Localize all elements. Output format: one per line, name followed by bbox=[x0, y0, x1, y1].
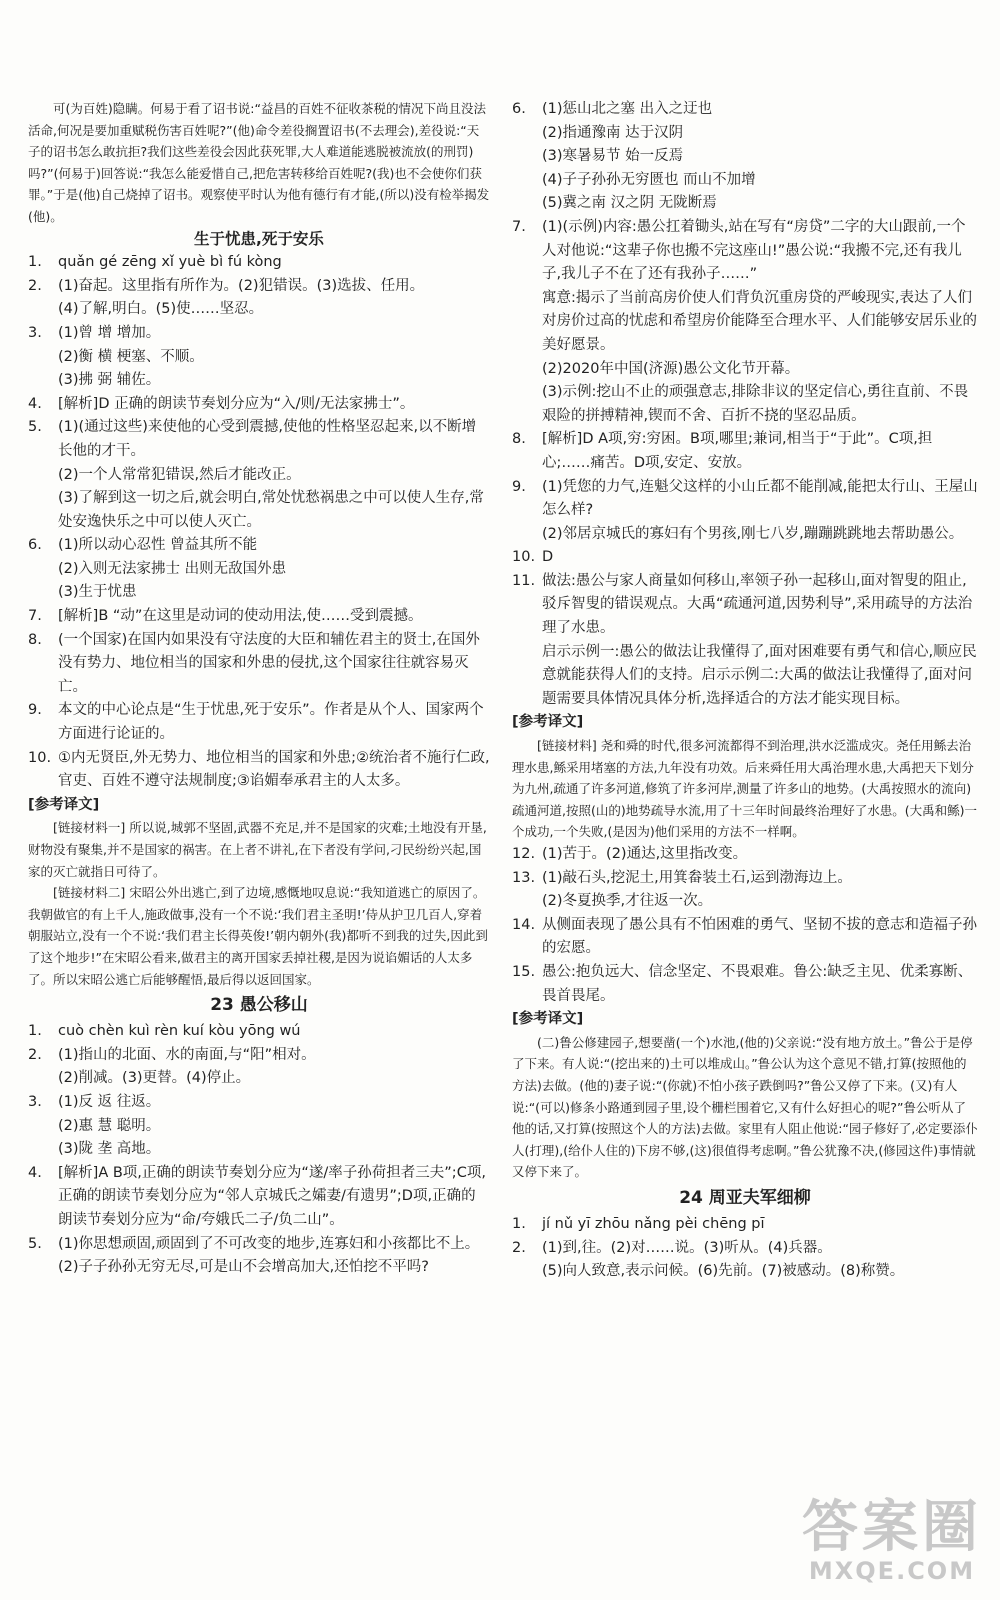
question-number: 10. bbox=[28, 749, 52, 766]
answer-line bbox=[28, 1067, 490, 1091]
answer-text: [解析]B “动”在这里是动词的使动用法,使……受到震撼。 bbox=[58, 608, 423, 625]
question-number: 5. bbox=[28, 419, 42, 436]
answer-line bbox=[512, 476, 978, 523]
answers-yugong bbox=[28, 1020, 490, 1280]
answer-line bbox=[512, 287, 978, 358]
answer-text: (一个国家)在国内如果没有守法度的大臣和辅佐君主的贤士,在国外没有势力、地位相当的国家和外患的侵扰,这个国家往往就容易灭亡。 bbox=[58, 631, 480, 695]
answer-text: ①内无贤臣,外无势力、地位相当的国家和外患;②统治者不施行仁政,官吏、百姓不遵守法规制度;③谄媚奉承君主的人太多。 bbox=[58, 749, 490, 790]
answers-zhouyafu bbox=[512, 1213, 978, 1284]
answer-text: (2)2020年中国(济源)愚公文化节开幕。 bbox=[542, 360, 800, 377]
answer-text: (1)惩山北之塞 出入之迂也 bbox=[542, 101, 713, 117]
question-number: 2. bbox=[512, 1239, 526, 1256]
answer-text: 做法:愚公与家人商量如何移山,率领子孙一起移山,面对智叟的阻止,驳斥智叟的错误观点。大禹“疏通河道,因势利导”,采用疏导的方法治理了水患。 bbox=[542, 572, 973, 637]
answer-line bbox=[28, 558, 490, 582]
answer-text: [解析]A B项,正确的朗读节奏划分应为“遂/率子孙荷担者三夫”;C项,正确的朗读节奏划分应为“邻人京城氏之孀妻/有遗男”;D项,正确的朗读节奏划分应为“命/夸娥氏二子/负二山”。 bbox=[58, 1164, 486, 1228]
answer-line bbox=[512, 428, 978, 475]
question-number: 1. bbox=[512, 1215, 526, 1232]
answer-line bbox=[512, 843, 978, 867]
answer-line bbox=[28, 581, 490, 605]
answer-line bbox=[512, 192, 978, 216]
answers-yugong-extra bbox=[512, 843, 978, 1008]
question-number: 2. bbox=[28, 1046, 42, 1063]
answer-text: (2)削减。(3)更替。(4)停止。 bbox=[58, 1070, 251, 1087]
answer-line bbox=[28, 534, 490, 558]
answer-text: 愚公:抱负远大、信念坚定、不畏艰难。鲁公:缺乏主见、优柔寡断、畏首畏尾。 bbox=[542, 963, 973, 1004]
question-number: 1. bbox=[28, 1023, 42, 1040]
answer-text: D bbox=[542, 549, 554, 566]
question-number: 9. bbox=[28, 702, 42, 719]
question-number: 5. bbox=[28, 1235, 42, 1252]
answer-line bbox=[512, 961, 978, 1008]
question-number: 4. bbox=[28, 395, 42, 412]
answer-line bbox=[512, 890, 978, 914]
watermark-logo: 答案圈 MXQE.COM bbox=[802, 1495, 982, 1585]
answer-text: (2)衡 横 梗塞、不顺。 bbox=[58, 348, 204, 365]
question-number: 9. bbox=[512, 478, 526, 495]
answer-line bbox=[28, 275, 490, 299]
answer-line bbox=[512, 216, 978, 287]
answer-text: (1)(通过这些)来使他的心受到震撼,使他的性格坚忍起来,以不断增长他的才干。 bbox=[58, 419, 477, 459]
left-column bbox=[28, 98, 490, 1280]
answer-text: (1)曾 增 增加。 bbox=[58, 324, 161, 341]
answer-text: 本文的中心论点是“生于忧患,死于安乐”。作者是从个人、国家两个方面进行论证的。 bbox=[58, 702, 484, 743]
answer-line bbox=[28, 605, 490, 629]
answer-text: (1)你思想顽固,顽固到了不可改变的地步,连寡妇和小孩都比不上。 bbox=[58, 1235, 480, 1252]
answer-line bbox=[28, 1115, 490, 1139]
answer-text: 启示示例一:愚公的做法让我懂得了,面对困难要有勇气和信心,顺应民意就能获得人们的支持。启示示例二:大禹的做法让我懂得了,面对问题需要具体情况具体分析,选择适合的方法才能实现目标。 bbox=[542, 643, 977, 707]
answer-text: 寓意:揭示了当前高房价使人们背负沉重房贷的严峻现实,表达了人们对房价过高的忧虑和希望房价能降至合理水平、人们能够安居乐业的美好愿景。 bbox=[542, 289, 977, 353]
answer-line bbox=[512, 570, 978, 641]
answer-text: (4)了解,明白。(5)使……坚忍。 bbox=[58, 301, 264, 318]
answer-line bbox=[512, 169, 978, 193]
question-number: 2. bbox=[28, 277, 42, 294]
answer-text: (1)所以动心忍性 曾益其所不能 bbox=[58, 537, 258, 554]
right-column bbox=[512, 98, 978, 1284]
answer-line bbox=[512, 122, 978, 146]
reference-translation-head: [参考译文] bbox=[28, 796, 100, 813]
question-number: 3. bbox=[28, 324, 42, 341]
answer-text: (3)拂 弼 辅佐。 bbox=[58, 372, 161, 389]
answer-text: (1)敲石头,挖泥土,用箕畚装土石,运到渤海边上。 bbox=[542, 869, 852, 886]
question-number: 8. bbox=[512, 431, 526, 448]
answer-line bbox=[28, 1256, 490, 1280]
answer-text: (2)入则无法家拂士 出则无敌国外患 bbox=[58, 560, 287, 577]
answer-line bbox=[28, 699, 490, 746]
reference-translation-para: [链接材料一] 所以说,城郭不坚固,武器不充足,并不是国家的灾难;土地没有开垦,财物没有聚集,并不是国家的祸害。在上者不讲礼,在下者没有学问,刁民纷纷兴起,国家的灭亡就指日可待了。 bbox=[28, 820, 487, 879]
answer-text: (3)陇 垄 高地。 bbox=[58, 1141, 161, 1158]
answer-line bbox=[28, 1233, 490, 1257]
answer-text: (2)指通豫南 达于汉阴 bbox=[542, 124, 684, 141]
answer-line bbox=[512, 98, 978, 122]
answer-text: (1)奋起。这里指有所作为。(2)犯错误。(3)选拔、任用。 bbox=[58, 277, 425, 294]
question-number: 15. bbox=[512, 963, 536, 980]
answer-line bbox=[512, 546, 978, 570]
answer-line bbox=[28, 1138, 490, 1162]
answer-text: quǎn gé zēng xǐ yuè bì fú kòng bbox=[58, 254, 282, 271]
answer-text: (2)邻居京城氏的寡妇有个男孩,刚七八岁,蹦蹦跳跳地去帮助愚公。 bbox=[542, 525, 964, 542]
question-number: 1. bbox=[28, 254, 42, 271]
answers-yugong-continued bbox=[512, 98, 978, 711]
answer-line bbox=[28, 416, 490, 463]
question-number: 8. bbox=[28, 631, 42, 648]
section-title-yugong: 23 愚公移山 bbox=[210, 995, 308, 1016]
answer-text: (2)子子孙孙无穷无尽,可是山不会增高加大,还怕挖不平吗? bbox=[58, 1259, 429, 1276]
question-number: 13. bbox=[512, 869, 536, 886]
answer-line bbox=[512, 381, 978, 428]
question-number: 4. bbox=[28, 1164, 42, 1181]
answer-line bbox=[512, 1237, 978, 1261]
question-number: 10. bbox=[512, 549, 536, 566]
question-number: 7. bbox=[512, 218, 526, 235]
answer-line bbox=[512, 1213, 978, 1237]
reference-translation-head: [参考译文] bbox=[512, 1011, 584, 1028]
answer-text: (3)寒暑易节 始一反焉 bbox=[542, 148, 684, 165]
answer-text: (3)生于忧患 bbox=[58, 584, 137, 601]
reference-translation-head: [参考译文] bbox=[512, 714, 584, 731]
answer-line bbox=[28, 464, 490, 488]
answer-line bbox=[28, 251, 490, 275]
question-number: 12. bbox=[512, 846, 536, 862]
answer-line bbox=[28, 322, 490, 346]
answers-shengyu bbox=[28, 251, 490, 794]
section-title-shengyu: 生于忧患,死于安乐 bbox=[194, 229, 324, 248]
answer-line bbox=[512, 523, 978, 547]
answer-text: (2)惠 慧 聪明。 bbox=[58, 1117, 161, 1134]
answer-text: (3)示例:挖山不止的顽强意志,排除非议的坚定信心,勇往直前、不畏艰险的拼搏精神,锲而不舍、百折不挠的坚忍品质。 bbox=[542, 384, 969, 424]
answer-line bbox=[512, 1260, 978, 1284]
answer-line bbox=[512, 641, 978, 712]
question-number: 6. bbox=[28, 537, 42, 554]
question-number: 3. bbox=[28, 1093, 42, 1110]
answer-text: (1)指山的北面、水的南面,与“阳”相对。 bbox=[58, 1046, 316, 1063]
answer-line bbox=[512, 867, 978, 891]
answer-line bbox=[28, 1162, 490, 1233]
answer-text: (3)了解到这一切之后,就会明白,常处忧愁祸患之中可以使人生存,常处安逸快乐之中可以使人灭亡。 bbox=[58, 490, 484, 530]
answer-text: (5)向人致意,表示问候。(6)先前。(7)被感动。(8)称赞。 bbox=[542, 1263, 905, 1280]
answer-line bbox=[28, 629, 490, 700]
answer-line bbox=[28, 747, 490, 794]
answer-text: [解析]D A项,穷:穷困。B项,哪里;兼词,相当于“于此”。C项,担心;……痛苦。D项,安定、安放。 bbox=[542, 431, 933, 471]
question-number: 6. bbox=[512, 101, 526, 117]
answer-line bbox=[512, 145, 978, 169]
answer-text: (1)凭您的力气,连魁父这样的小山丘都不能削减,能把太行山、王屋山怎么样? bbox=[542, 478, 978, 519]
reference-translation-para: (二)鲁公修建园子,想要凿(一个)水池,(他的)父亲说:“没有地方放土。”鲁公于是停了下来。有人说:“(挖出来的)土可以堆成山。”鲁公认为这个意见不错,打算(按照他的方法)去做。(他的)妻子说:“(你就)不怕小孩子跌倒吗?”鲁公又停了下来。(又)有人说:“(可以)修条小路通到园子里,设个栅栏围着它,又有什么好担心的呢?”鲁公听从了他的话,又打算(按照这个人的方法)去做。家里有人阻止他说:“园子修好了,必定要添仆人(打理),(给仆人住的)下房不够,(这)很值得考虑啊。”鲁公犹豫不决,(修园这件)事情就又停下来了。 bbox=[512, 1034, 978, 1180]
section-title-zhouyafu: 24 周亚夫军细柳 bbox=[679, 1187, 811, 1208]
answer-text: cuò chèn kuì rèn kuí kòu yōng wú bbox=[58, 1023, 301, 1040]
answer-line bbox=[28, 1020, 490, 1044]
answer-line bbox=[28, 298, 490, 322]
answer-line bbox=[28, 1044, 490, 1068]
answer-text: jí nǔ yī zhōu nǎng pèi chēng pī bbox=[542, 1215, 765, 1232]
answer-line bbox=[28, 369, 490, 393]
answer-line bbox=[28, 1091, 490, 1115]
answer-line bbox=[28, 487, 490, 534]
answer-text: [解析]D 正确的朗读节奏划分应为“入/则/无法家拂士”。 bbox=[58, 395, 415, 412]
question-number: 14. bbox=[512, 916, 536, 933]
answer-text: (1)反 返 往返。 bbox=[58, 1093, 161, 1110]
answer-text: (1)苦于。(2)通达,这里指改变。 bbox=[542, 846, 748, 862]
answer-line bbox=[512, 358, 978, 382]
answer-text: (2)一个人常常犯错误,然后才能改正。 bbox=[58, 466, 301, 483]
intro-translation: 可(为百姓)隐瞒。何易于看了诏书说:“益昌的百姓不征收茶税的情况下尚且没法活命,何况是要加重赋税伤害百姓呢?”(他)命令差役搁置诏书(不去理会),差役说:“天子的诏书怎么敢抗拒?我们这些差役会因此获死罪,大人难道能逃脱被流放(的刑罚)吗?”(何易于)回答说:“我怎么能爱惜自己,把危害转移给百姓呢?(我)也不会使你们获罪。”于是(他)自己烧掉了诏书。观察使平时认为他有德行有才能,(所以)没有检举揭发(他)。 bbox=[28, 101, 490, 224]
answer-line bbox=[28, 393, 490, 417]
answer-text: (1)到,往。(2)对……说。(3)听从。(4)兵器。 bbox=[542, 1239, 832, 1256]
question-number: 7. bbox=[28, 608, 42, 625]
question-number: 11. bbox=[512, 572, 536, 589]
answer-line bbox=[512, 914, 978, 961]
answer-text: (4)子子孙孙无穷匮也 而山不加增 bbox=[542, 171, 756, 188]
answer-text: (2)冬夏换季,才往返一次。 bbox=[542, 893, 713, 910]
answer-line bbox=[28, 346, 490, 370]
answer-text: (5)冀之南 汉之阴 无陇断焉 bbox=[542, 195, 717, 212]
answer-text: 从侧面表现了愚公具有不怕困难的勇气、坚韧不拔的意志和造福子孙的宏愿。 bbox=[542, 916, 977, 957]
reference-translation-para: [链接材料二] 宋昭公外出逃亡,到了边境,感慨地叹息说:“我知道逃亡的原因了。我朝做官的有上千人,施政做事,没有一个不说:‘我们君主圣明!’侍从护卫几百人,穿着朝服站立,没有一个不说:‘我们君主长得英俊!’朝内朝外(我)都听不到我的过失,因此到了这个地步!”在宋昭公看来,做君主的离开国家丢掉社稷,是因为说谄媚话的人太多了。所以宋昭公逃亡后能够醒悟,最后得以返回国家。 bbox=[28, 885, 488, 987]
answer-text: (1)(示例)内容:愚公扛着锄头,站在写有“房贷”二字的大山跟前,一个人对他说:“这辈子你也搬不完这座山!”愚公说:“我搬不完,还有我儿子,我儿子不在了还有我孙子……” bbox=[542, 218, 966, 283]
reference-translation-para: [链接材料] 尧和舜的时代,很多河流都得不到治理,洪水泛滥成灾。尧任用鲧去治理水患,鲧采用堵塞的方法,九年没有功效。后来舜任用大禹治理水患,大禹把天下划分为九州,疏通了许多河道,修筑了许多河岸,测量了许多山的地势。(大禹按照水的流向)疏通河道,按照(山的)地势疏导水流,用了十三年时间最终治理好了水患。(大禹和鲧)一个成功,一个失败,(是因为)他们采用的方法不一样啊。 bbox=[512, 738, 977, 840]
